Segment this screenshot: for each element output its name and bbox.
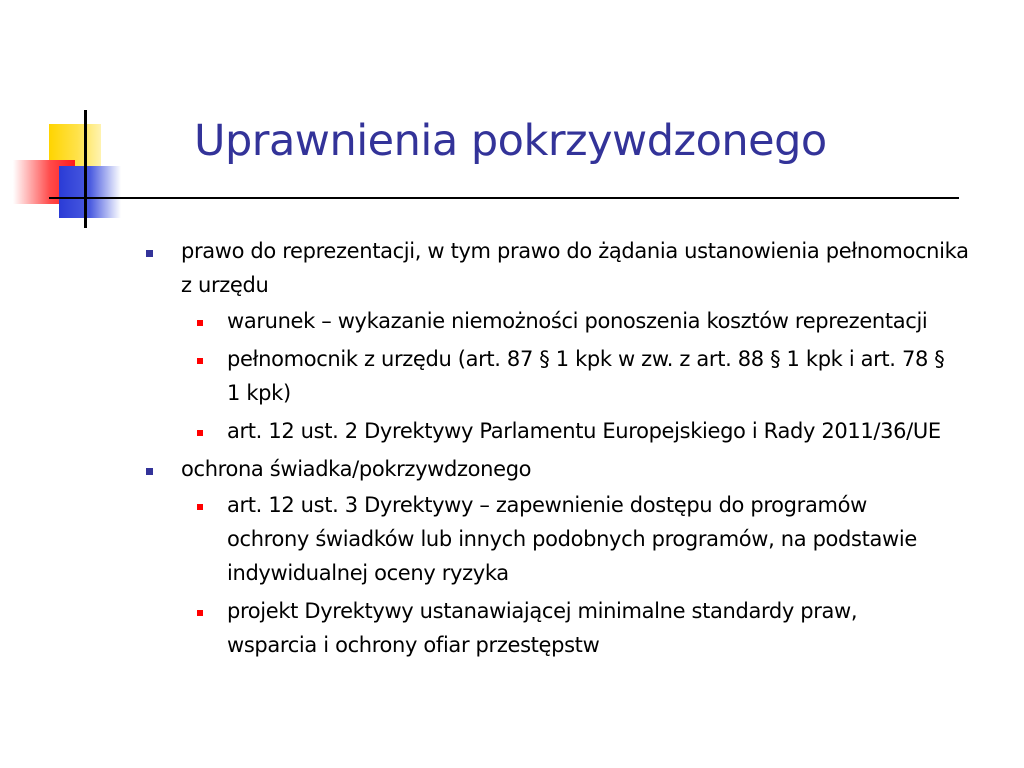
- list-item: [0, 452, 981, 486]
- sub-list-item: [0, 342, 947, 410]
- logo-vertical-line: [84, 110, 87, 228]
- sub-list-item-text: projekt Dyrektywy ustanawiającej minimalne standardy praw, wsparcia i ochrony ofiar przestępstw: [227, 599, 858, 657]
- bullet-square-icon: [197, 430, 203, 436]
- logo-squares-icon: [0, 0, 160, 240]
- sub-list-item-text: art. 12 ust. 2 Dyrektywy Parlamentu Europejskiego i Rady 2011/36/UE: [227, 419, 941, 443]
- bullet-list: [0, 234, 1024, 666]
- title-underline: [49, 197, 959, 199]
- bullet-square-icon: [197, 358, 203, 364]
- list-item-text: ochrona świadka/pokrzywdzonego: [181, 457, 532, 481]
- slide-title: Uprawnienia pokrzywdzonego: [194, 116, 827, 166]
- list-item-text: prawo do reprezentacji, w tym prawo do żądania ustanowienia pełnomocnika z urzędu: [181, 239, 969, 297]
- sub-list-item: [0, 304, 947, 338]
- sub-list-item: [0, 414, 947, 448]
- sub-list-item-text: art. 12 ust. 3 Dyrektywy – zapewnienie dostępu do programów ochrony świadków lub innych podobnych programów, na podstawie indywidualnej oceny ryzyka: [227, 493, 917, 585]
- sub-list-item-text: warunek – wykazanie niemożności ponoszenia kosztów reprezentacji: [227, 309, 928, 333]
- sub-list-item: [0, 594, 947, 662]
- bullet-square-icon: [146, 468, 153, 475]
- bullet-square-icon: [197, 504, 203, 510]
- sub-list-item: [0, 488, 947, 590]
- list-item: [0, 234, 981, 302]
- bullet-square-icon: [197, 320, 203, 326]
- logo-blue-square: [59, 166, 121, 218]
- bullet-square-icon: [197, 610, 203, 616]
- bullet-square-icon: [146, 250, 153, 257]
- sub-list-item-text: pełnomocnik z urzędu (art. 87 § 1 kpk w zw. z art. 88 § 1 kpk i art. 78 § 1 kpk): [227, 347, 945, 405]
